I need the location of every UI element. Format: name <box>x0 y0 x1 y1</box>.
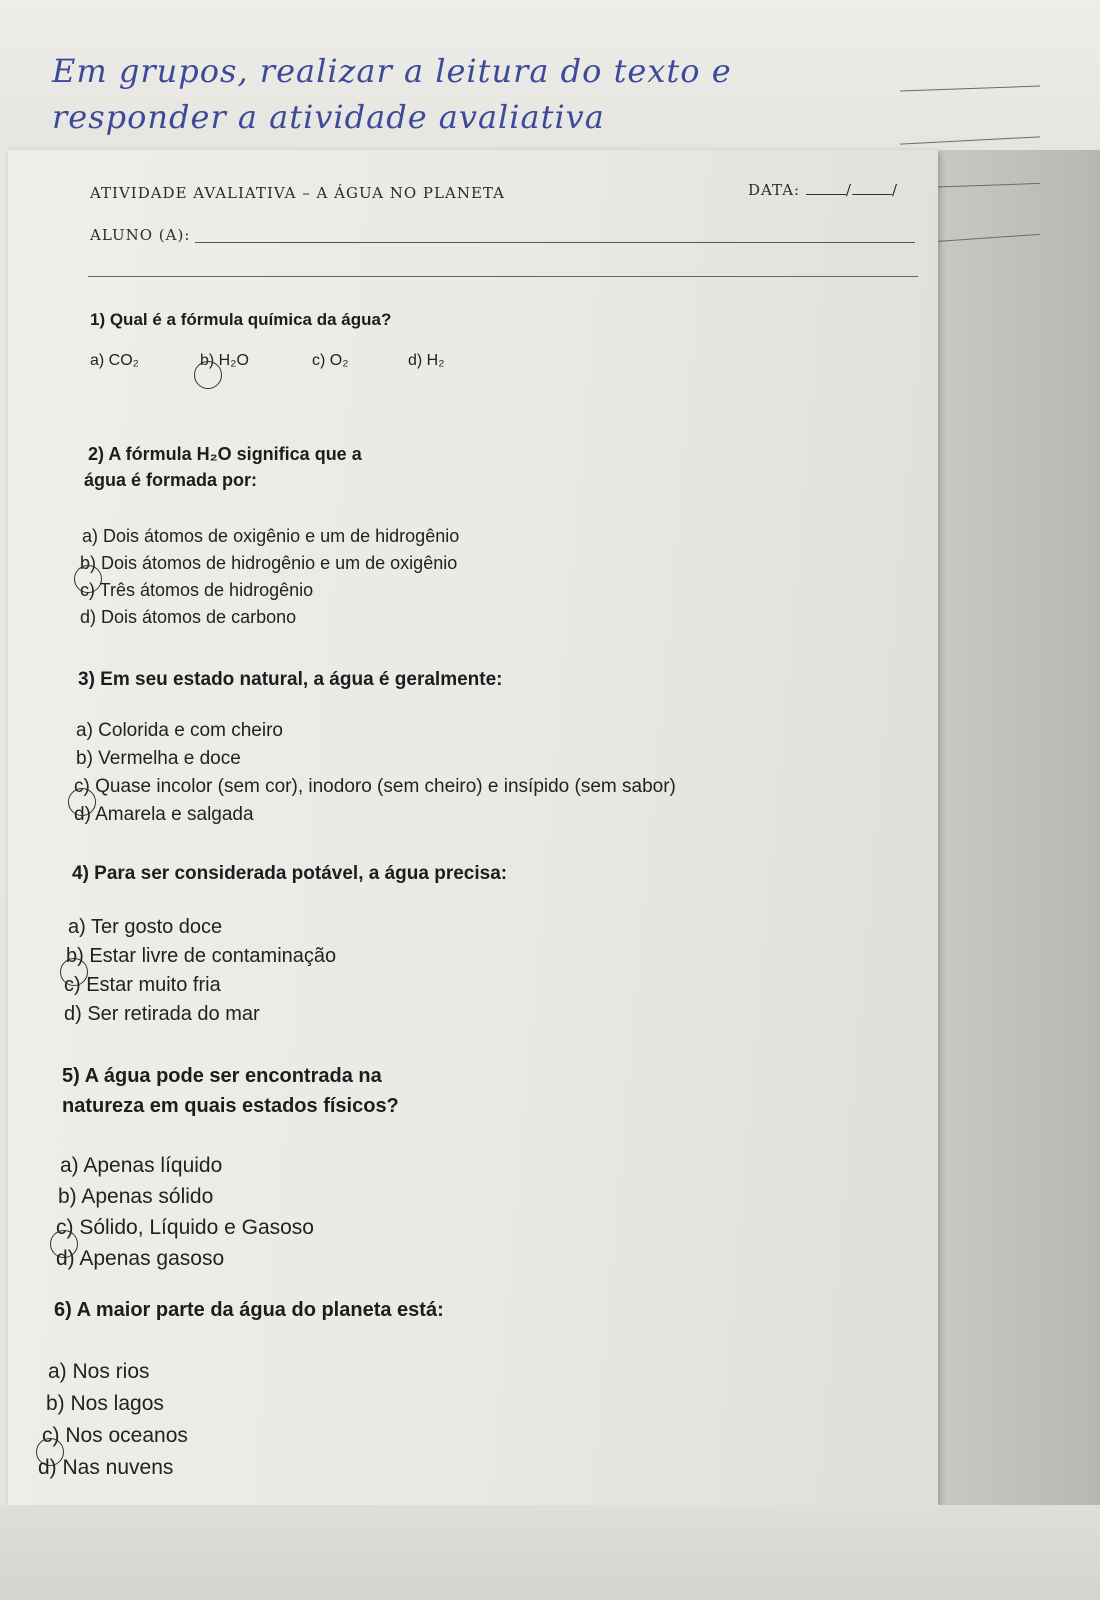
handwritten-line-2: responder a atividade avaliativa <box>52 98 605 136</box>
q4-option-b <box>66 945 336 968</box>
q3-option-d: d) Amarela e salgada <box>74 804 254 825</box>
q5-option-c <box>56 1216 314 1240</box>
q5-option-d: d) Apenas gasoso <box>56 1247 225 1270</box>
q4-option-b-text: b) Estar livre de contaminação <box>66 945 337 967</box>
table-surface <box>0 1505 1100 1600</box>
q6-option-a: a) Nos rios <box>48 1360 150 1383</box>
q1-option-c: c) O₂ <box>312 352 349 369</box>
q4-option-d: d) Ser retirada do mar <box>64 1003 260 1025</box>
date-day-blank <box>806 180 846 195</box>
q2-option-d: d) Dois átomos de carbono <box>80 607 297 627</box>
handwritten-instruction <box>52 48 932 140</box>
q2-option-b-text: b) Dois átomos de hidrogênio e um de oxigênio <box>80 553 458 573</box>
worksheet-title: ATIVIDADE AVALIATIVA – A ÁGUA NO PLANETA <box>90 184 505 202</box>
question-3: 3) Em seu estado natural, a água é geralmente: <box>78 669 503 690</box>
paper-fold-shadow <box>938 90 1100 1600</box>
q3-option-b: b) Vermelha e doce <box>76 748 241 769</box>
q6-option-b: b) Nos lagos <box>46 1392 164 1415</box>
question-5-line-2: natureza em quais estados físicos? <box>62 1095 399 1117</box>
question-1: 1) Qual é a fórmula química da água? <box>90 310 392 329</box>
q5-option-a: a) Apenas líquido <box>60 1154 223 1177</box>
q1-option-b-text: b) H₂O <box>200 352 249 369</box>
date-field: DATA: / / <box>748 181 899 199</box>
q3-option-a: a) Colorida e com cheiro <box>76 720 283 741</box>
question-6: 6) A maior parte da água do planeta está: <box>54 1299 444 1321</box>
q2-option-b <box>80 553 457 574</box>
header-divider <box>88 276 918 277</box>
q2-option-a: a) Dois átomos de oxigênio e um de hidrogênio <box>82 526 460 546</box>
q6-option-c-text: c) Nos oceanos <box>42 1424 188 1447</box>
q6-option-d: d) Nas nuvens <box>38 1456 174 1479</box>
q4-option-a: a) Ter gosto doce <box>68 916 223 938</box>
q4-option-c: c) Estar muito fria <box>64 974 221 996</box>
q6-option-c <box>42 1424 188 1448</box>
q1-option-a: a) CO₂ <box>90 352 139 369</box>
date-label: DATA: <box>748 181 801 199</box>
question-2-line-2: água é formada por: <box>84 470 258 490</box>
student-field <box>90 226 190 244</box>
q2-option-c: c) Três átomos de hidrogênio <box>80 580 314 600</box>
student-name-line <box>195 242 915 243</box>
q5-option-c-text: c) Sólido, Líquido e Gasoso <box>56 1216 314 1239</box>
q3-option-c <box>74 776 676 798</box>
handwritten-line-1: Em grupos, realizar a leitura do texto e <box>52 52 732 90</box>
q1-option-b <box>200 352 249 370</box>
q1-option-d: d) H₂ <box>408 352 445 369</box>
question-2-line-1: 2) A fórmula H₂O significa que a <box>88 444 362 464</box>
question-5-line-1: 5) A água pode ser encontrada na <box>62 1065 382 1087</box>
student-label: ALUNO (A): <box>90 226 191 244</box>
q3-option-c-text: c) Quase incolor (sem cor), inodoro (sem cheiro) e insípido (sem sabor) <box>74 776 676 797</box>
date-month-blank <box>852 180 892 195</box>
question-4: 4) Para ser considerada potável, a água precisa: <box>72 863 508 884</box>
q5-option-b: b) Apenas sólido <box>58 1185 214 1208</box>
